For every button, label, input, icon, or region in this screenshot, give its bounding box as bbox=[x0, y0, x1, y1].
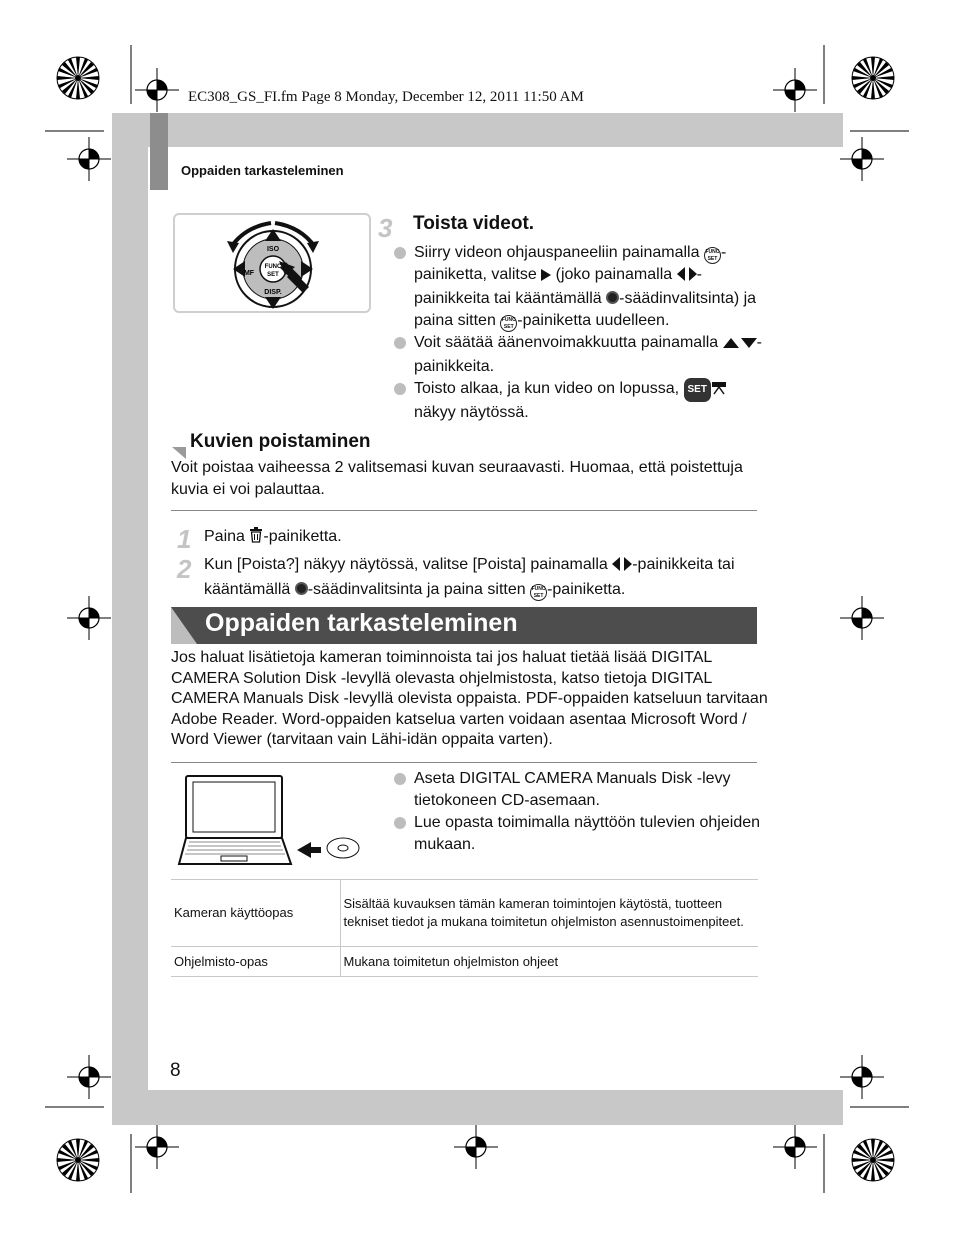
subsection-title: Kuvien poistaminen bbox=[190, 431, 371, 452]
bullet-icon bbox=[394, 247, 406, 259]
func-label: FUNC bbox=[264, 264, 282, 270]
step-text: Kun [Poista?] näkyy näytössä, valitse [Poista] painamalla -painikkeita tai kääntämällä -säädinvalitsinta ja paina sitten FUNC SET -painiketta. bbox=[204, 556, 735, 599]
left-right-buttons-icon bbox=[677, 266, 697, 288]
bullet-icon bbox=[394, 817, 406, 829]
subsection-intro: Voit poistaa vaiheessa 2 valitsemasi kuvan seuraavasti. Huomaa, että poistettuja kuvia ei voi palauttaa. bbox=[171, 459, 743, 498]
print-header: EC308_GS_FI.fm Page 8 Monday, December 12, 2011 11:50 AM bbox=[188, 89, 584, 105]
iso-label: ISO bbox=[266, 246, 280, 253]
page-frame-left bbox=[112, 113, 148, 1125]
step-text: Paina -painiketta. bbox=[204, 525, 342, 550]
set-label: SET bbox=[267, 272, 279, 278]
manual-description: Sisältää kuvauksen tämän kameran toimintojen käytöstä, tuotteen tekniset tiedot ja mukana toimitetun ohjelmiston asennustoimenpiteet. bbox=[340, 880, 758, 947]
manuals-bullets bbox=[392, 768, 764, 856]
page-number: 8 bbox=[170, 1060, 181, 1081]
control-dial-icon bbox=[606, 291, 619, 304]
page-frame-accent bbox=[150, 113, 168, 190]
up-down-buttons-icon bbox=[723, 334, 757, 356]
trash-icon bbox=[249, 527, 263, 550]
bullet-icon bbox=[394, 773, 406, 785]
bullet-item: Siirry videon ohjauspaneeliin painamalla FUNC SET -painiketta, valitse (joko painamalla -painikkeita tai kääntämällä -säädinvalitsinta) ja paina sitten FUNC SET -painiketta uudelleen. bbox=[392, 242, 764, 332]
disp-label: DISP. bbox=[264, 289, 282, 296]
func-set-button-icon: FUNC SET bbox=[501, 317, 516, 330]
play-right-icon bbox=[541, 266, 551, 288]
table-row bbox=[171, 880, 758, 947]
step-number: 3 bbox=[378, 213, 393, 243]
manual-name: Ohjelmisto-opas bbox=[171, 947, 340, 977]
left-right-buttons-icon bbox=[612, 555, 632, 578]
bullet-item: Lue opasta toimimalla näyttöön tulevien ohjeiden mukaan. bbox=[392, 812, 764, 856]
divider bbox=[171, 510, 757, 511]
section-title: Oppaiden tarkasteleminen bbox=[205, 609, 518, 637]
step-number: 1 bbox=[177, 524, 192, 554]
mf-label: MF bbox=[243, 270, 255, 277]
bullet-icon bbox=[394, 337, 406, 349]
section-body: Jos haluat lisätietoja kameran toiminnoista tai jos haluat tietää lisää DIGITAL CAMERA Solution Disk -levyllä olevasta ohjelmistosta, katso tietoja DIGITAL CAMERA Manuals Disk -levyllä olevista oppaista. PDF-oppaiden katseluun tarvitaan Adobe Reader. Word-oppaiden katselua varten voidaan asentaa Microsoft Word / Word Viewer (tarvitaan vain Lähi-idän oppaita varten). bbox=[171, 649, 768, 748]
func-set-button-icon: FUNC SET bbox=[705, 249, 720, 262]
table-row bbox=[171, 947, 758, 977]
control-dial-icon bbox=[295, 582, 308, 595]
divider bbox=[171, 762, 757, 763]
play-movie-icon bbox=[711, 380, 727, 402]
set-badge-icon: SET bbox=[684, 378, 711, 402]
camera-dial-illustration bbox=[173, 213, 371, 313]
page-frame-top bbox=[112, 113, 843, 147]
manuals-table bbox=[171, 879, 758, 977]
bullet-item: Aseta DIGITAL CAMERA Manuals Disk -levy tietokoneen CD-asemaan. bbox=[392, 768, 764, 812]
manual-name: Kameran käyttöopas bbox=[171, 880, 340, 947]
laptop-cd-illustration bbox=[171, 768, 371, 877]
step-title: Toista videot. bbox=[413, 213, 535, 234]
bullet-item: Voit säätää äänenvoimakkuutta painamalla -painikkeita. bbox=[392, 332, 764, 378]
bullet-icon bbox=[394, 383, 406, 395]
manual-description: Mukana toimitetun ohjelmiston ohjeet bbox=[340, 947, 758, 977]
step3-bullets bbox=[392, 242, 764, 424]
bullet-item: Toisto alkaa, ja kun video on lopussa, SET näkyy näytössä. bbox=[392, 378, 764, 424]
section-header-accent bbox=[171, 607, 197, 644]
func-set-button-icon: FUNC SET bbox=[531, 586, 546, 599]
step-number: 2 bbox=[177, 554, 192, 584]
page-frame-bottom bbox=[112, 1090, 843, 1125]
running-head: Oppaiden tarkasteleminen bbox=[181, 163, 344, 178]
